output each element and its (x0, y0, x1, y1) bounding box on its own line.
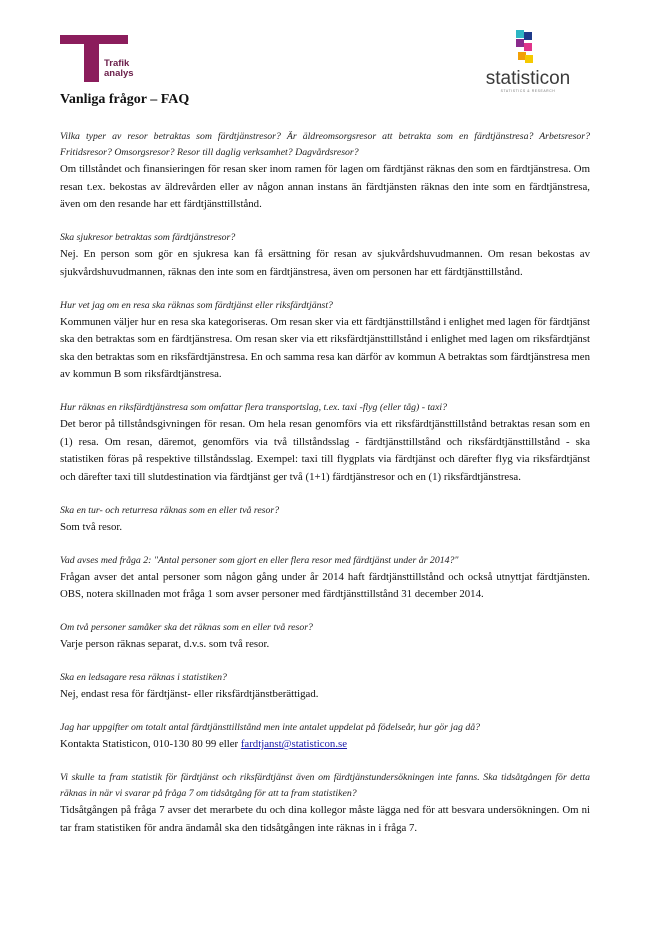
faq-answer (60, 736, 590, 754)
faq-question: Vilka typer av resor betraktas som färdtjänstresor? Är äldreomsorgsresor att betrakta som en färdtjänstresa? Arbetsresor? Fritidsresor? Omsorgsresor? Resor till daglig verksamhet? Dagvårdsresor? (60, 131, 590, 158)
statisticon-logo (478, 28, 578, 98)
faq-item (60, 129, 590, 214)
faq-item (60, 670, 590, 704)
trafikanalys-logo (60, 35, 140, 85)
faq-item (60, 230, 590, 281)
faq-question: Om två personer samåker ska det räknas som en eller två resor? (60, 622, 313, 633)
faq-question: Hur räknas en riksfärdtjänstresa som omfattar flera transportslag, t.ex. taxi -flyg (eller tåg) - taxi? (60, 402, 448, 413)
statisticon-logo-mark (478, 28, 578, 68)
faq-answer: Kommunen väljer hur en resa ska kategoriseras. Om resan sker via ett färdtjänsttillstånd i enlighet med lagen för färdtjänst ska den betraktas som en färdtjänstresa. Om resan sker via ett riksfärdtjänsttillstånd i enlighet med lagen om riksfärdtjänst ska den betraktas som en riksfärdtjänstresa. En och samma resa kan därför av kommun A betraktas som färdtjänstresa men av kommun B som riksfärdtjänstresa. (60, 315, 590, 380)
faq-list (60, 129, 590, 854)
faq-question: Ska sjukresor betraktas som färdtjänstresor? (60, 232, 236, 243)
page-title: Vanliga frågor – FAQ (60, 92, 190, 107)
faq-question: Vi skulle ta fram statistik för färdtjänst och riksfärdtjänst även om färdtjänstundersökningen inte fanns. Ska tidsåtgången för detta räknas in när vi svarar på fråga 7 om tidsåtgång för att ta fram statistiken? (60, 772, 590, 799)
faq-item (60, 400, 590, 486)
faq-answer: Om tillståndet och finansieringen för resan sker inom ramen för lagen om färdtjänst räknas den som en färdtjänstresa. Om resan t.ex. bekostas av äldrevården eller av någon annan instans än färdtjänsten räknas den inte som en färdtjänstresa, även om den resande har ett färdtjänsttillstånd. (60, 163, 590, 210)
statisticon-tagline: STATISTICS & RESEARCH (500, 89, 556, 93)
faq-question: Hur vet jag om en resa ska räknas som färdtjänst eller riksfärdtjänst? (60, 299, 333, 311)
faq-question: Vad avses med fråga 2: "Antal personer som gjort en eller flera resor med färdtjänst under år 2014?" (60, 554, 459, 566)
faq-answer: Varje person räknas separat, d.v.s. som två resor. (60, 638, 270, 650)
faq-answer: Som två resor. (60, 520, 123, 533)
faq-item (60, 553, 590, 604)
trafikanalys-logo-text: Trafik analys (104, 58, 134, 79)
faq-answer: Det beror på tillståndsgivningen för resan. Om hela resan genomförs via ett riksfärdtjänsttillstånd betraktas resan som en (1) resa. Om resan, däremot, genomförs via två tillståndsslag - färdtjänsttillstånd och riksfärdtjänsttillstånd - ska statistiken föras på respektive tillståndsslag. Exempel: taxi till flygplats via färdtjänst och därefter flyg via riksfärdtjänst och därefter taxi till slutdestination via färdtjänst ger två (1+1) färdtjänstresor och en (1) riksfärdtjänstresa. (60, 418, 590, 483)
contact-email-link[interactable]: fardtjanst@statisticon.se (240, 738, 348, 750)
faq-item (60, 720, 590, 754)
faq-item (60, 503, 590, 537)
faq-answer: Frågan avser det antal personer som någon gång under år 2014 haft färdtjänsttillstånd och också utnyttjat färdtjänsten. OBS, notera skillnaden mot fråga 1 som avser personer med färdtjänsttillstånd 31 december 2014. (60, 570, 590, 600)
faq-item (60, 620, 590, 654)
faq-answer: Tidsåtgången på fråga 7 avser det merarbete du och dina kollegor måste lägga ned för att besvara undersökningen. Om ni tar fram statistiken för andra ändamål ska den tidsåtgången inte räknas in i fråga 7. (60, 804, 590, 834)
faq-item (60, 770, 590, 837)
contact-text: Kontakta Statisticon, 010-130 80 99 eller (60, 738, 241, 750)
statisticon-name: statisticon (485, 68, 571, 89)
faq-answer: Nej. En person som gör en sjukresa kan få ersättning för resan av sjukvårdshuvudmannen. Om resan bekostas av sjukvårdshuvudmannen, räknas den inte som en färdtjänstresa, även om personen har ett färdtjänsttillstånd. (60, 248, 590, 278)
faq-question: Ska en ledsagare resa räknas i statistiken? (60, 672, 227, 683)
faq-question: Ska en tur- och returresa räknas som en eller två resor? (60, 504, 280, 516)
faq-answer: Nej, endast resa för färdtjänst- eller riksfärdtjänstberättigad. (60, 688, 319, 700)
faq-question: Jag har uppgifter om totalt antal färdtjänsttillstånd men inte antalet uppdelat på födelseår, hur gör jag då? (60, 722, 481, 733)
faq-item (60, 298, 590, 384)
